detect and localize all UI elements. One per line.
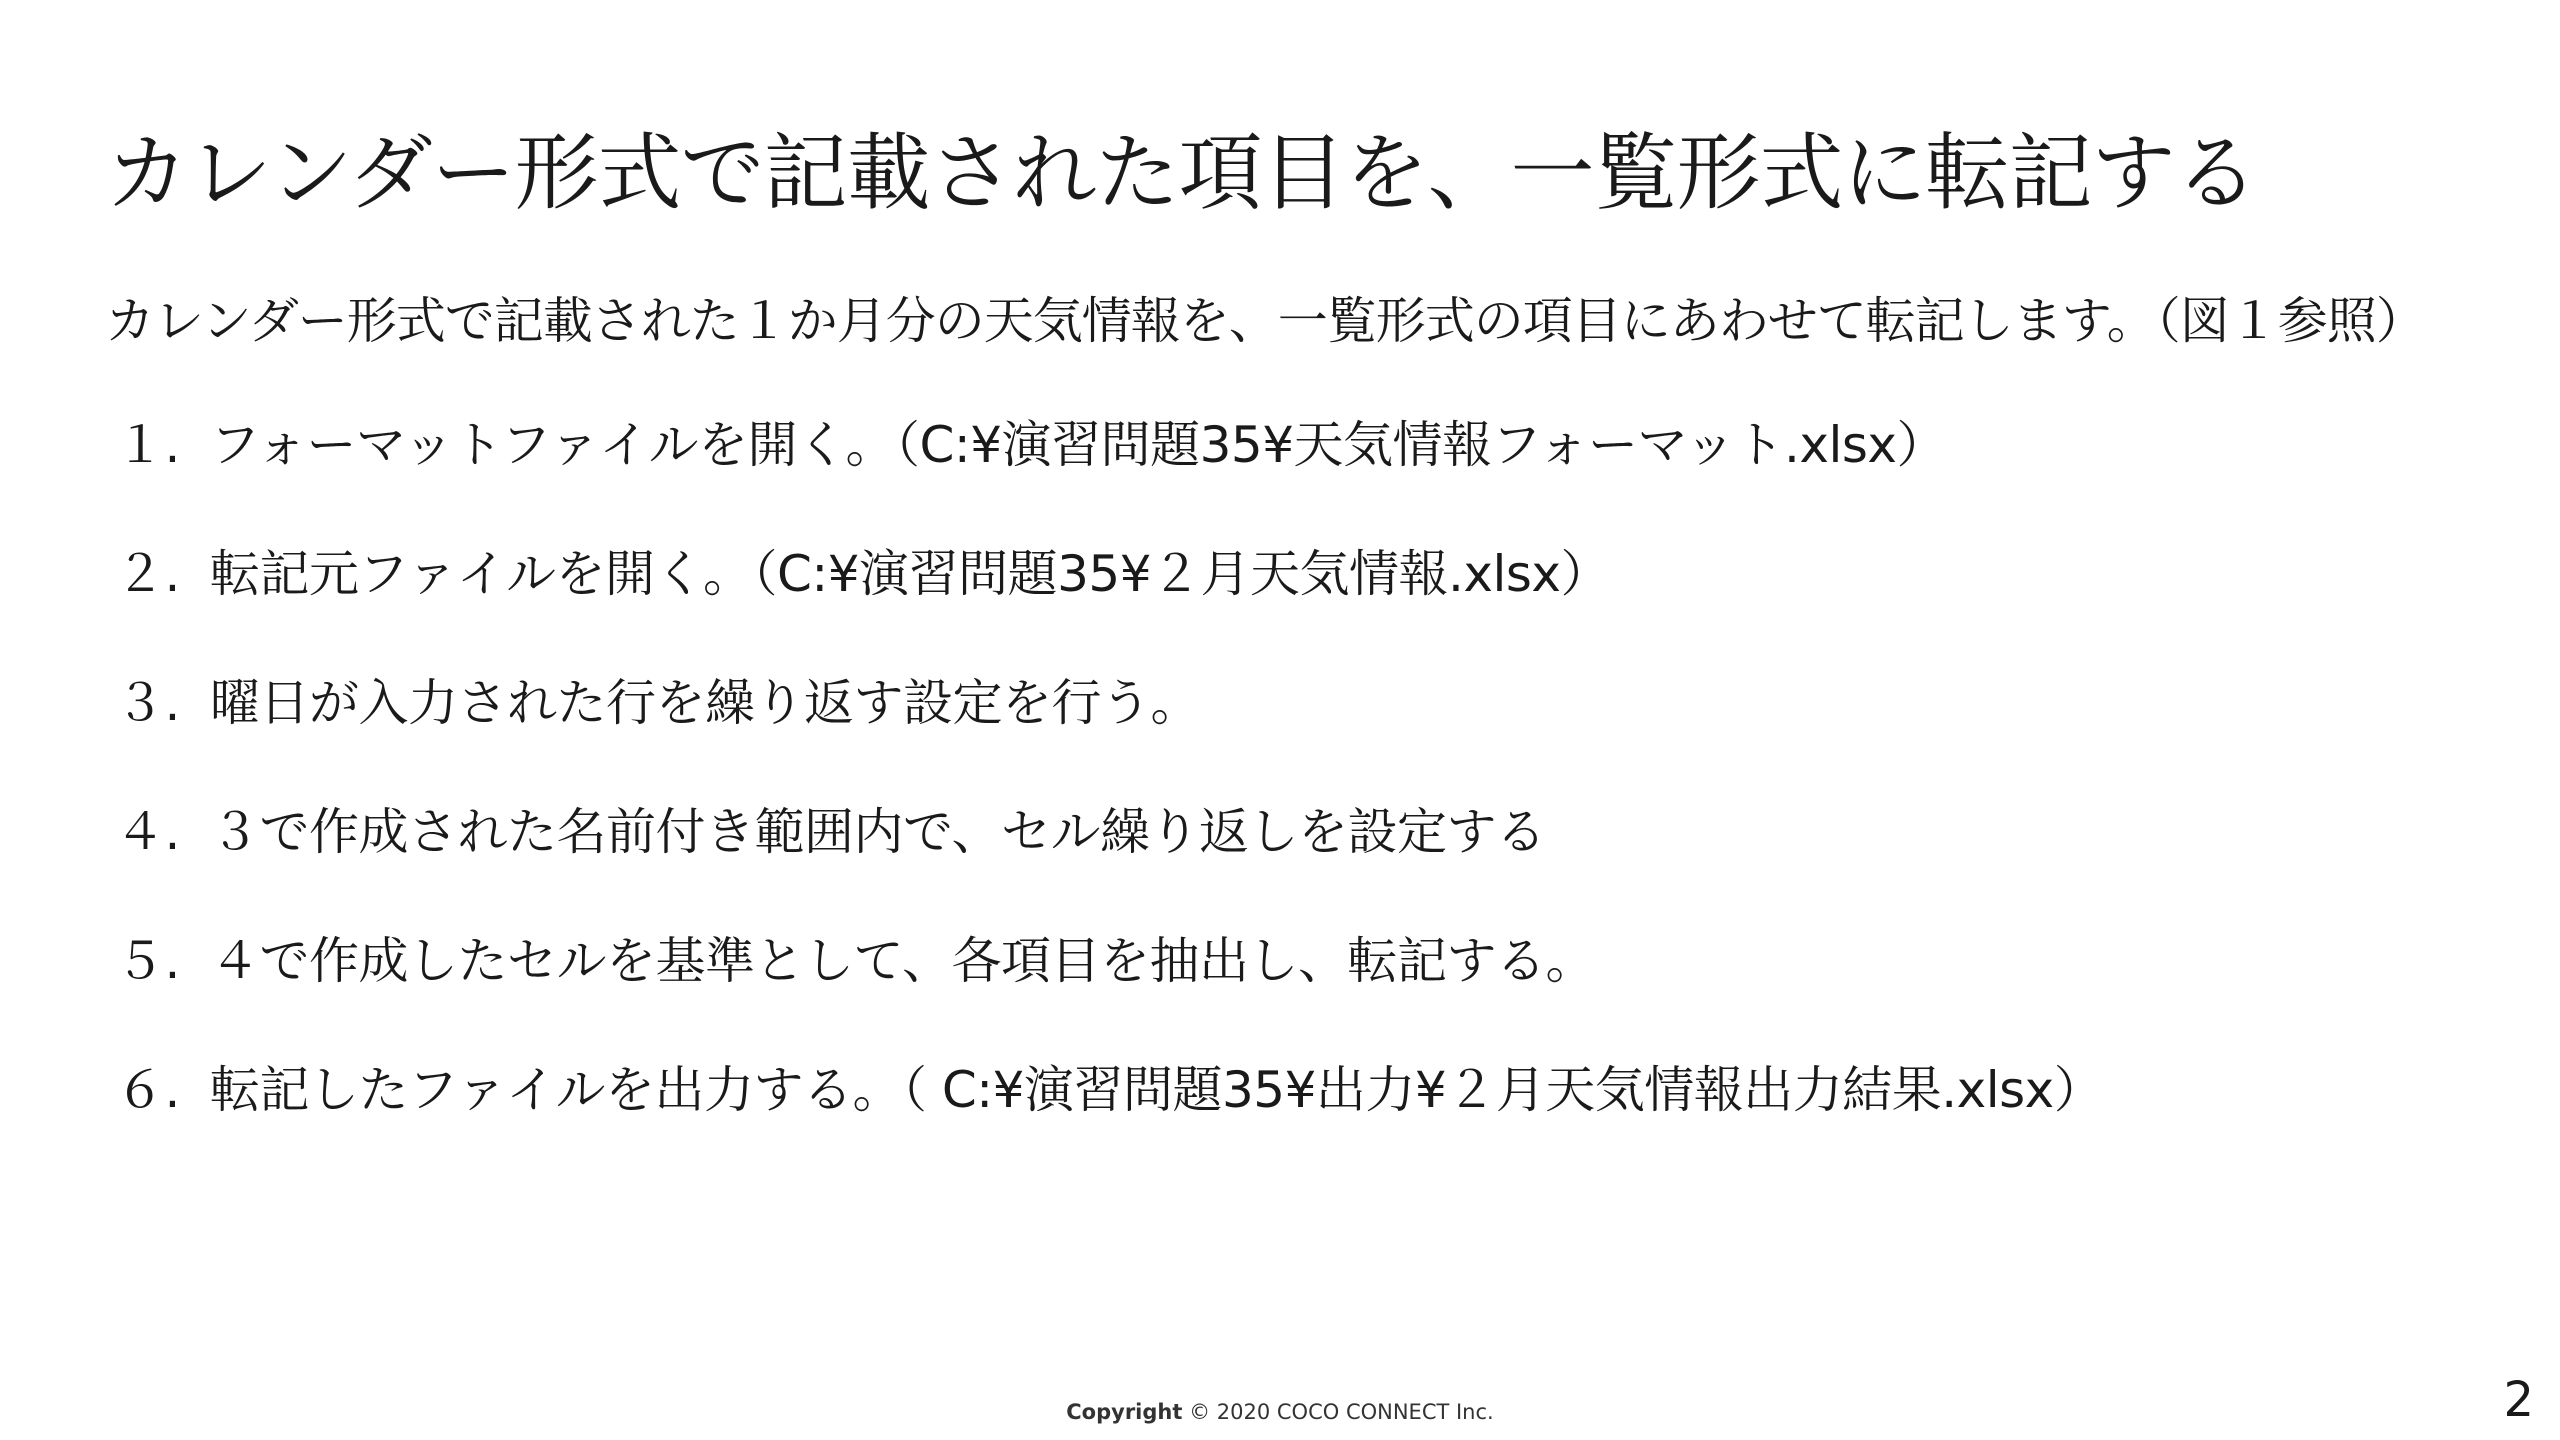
step-item (115, 539, 2103, 668)
step-number: ４. (115, 803, 180, 861)
step-item (115, 410, 2103, 539)
steps-list (115, 410, 2103, 1184)
step-number: ２. (115, 545, 180, 603)
step-text: フォーマットファイルを開く。（C:¥演習問題35¥天気情報フォーマット.xlsx） (210, 416, 1947, 474)
step-item (115, 926, 2103, 1055)
slide-title: カレンダー形式で記載された項目を、一覧形式に転記する (105, 124, 2258, 222)
step-text: ４で作成したセルを基準として、各項目を抽出し、転記する。 (210, 932, 1595, 990)
copyright-footer (0, 1398, 2560, 1426)
step-number: ６. (115, 1061, 180, 1119)
step-item (115, 797, 2103, 926)
step-item (115, 1055, 2103, 1184)
copyright-label: Copyright (1066, 1400, 1183, 1424)
intro-text: カレンダー形式で記載された１か月分の天気情報を、一覧形式の項目にあわせて転記します。（図１参照） (105, 292, 2425, 350)
step-text: 転記したファイルを出力する。（ C:¥演習問題35¥出力¥２月天気情報出力結果.xlsx） (210, 1061, 2104, 1119)
step-number: ５. (115, 932, 180, 990)
step-item (115, 668, 2103, 797)
step-text: 曜日が入力された行を繰り返す設定を行う。 (210, 674, 1200, 732)
copyright-text: © 2020 COCO CONNECT Inc. (1189, 1400, 1494, 1424)
step-number: ３. (115, 674, 180, 732)
step-number: １. (115, 416, 180, 474)
step-text: 転記元ファイルを開く。（C:¥演習問題35¥２月天気情報.xlsx） (210, 545, 1611, 603)
page-number: 2 (2503, 1372, 2534, 1428)
step-text: ３で作成された名前付き範囲内で、セル繰り返しを設定する (210, 803, 1546, 861)
